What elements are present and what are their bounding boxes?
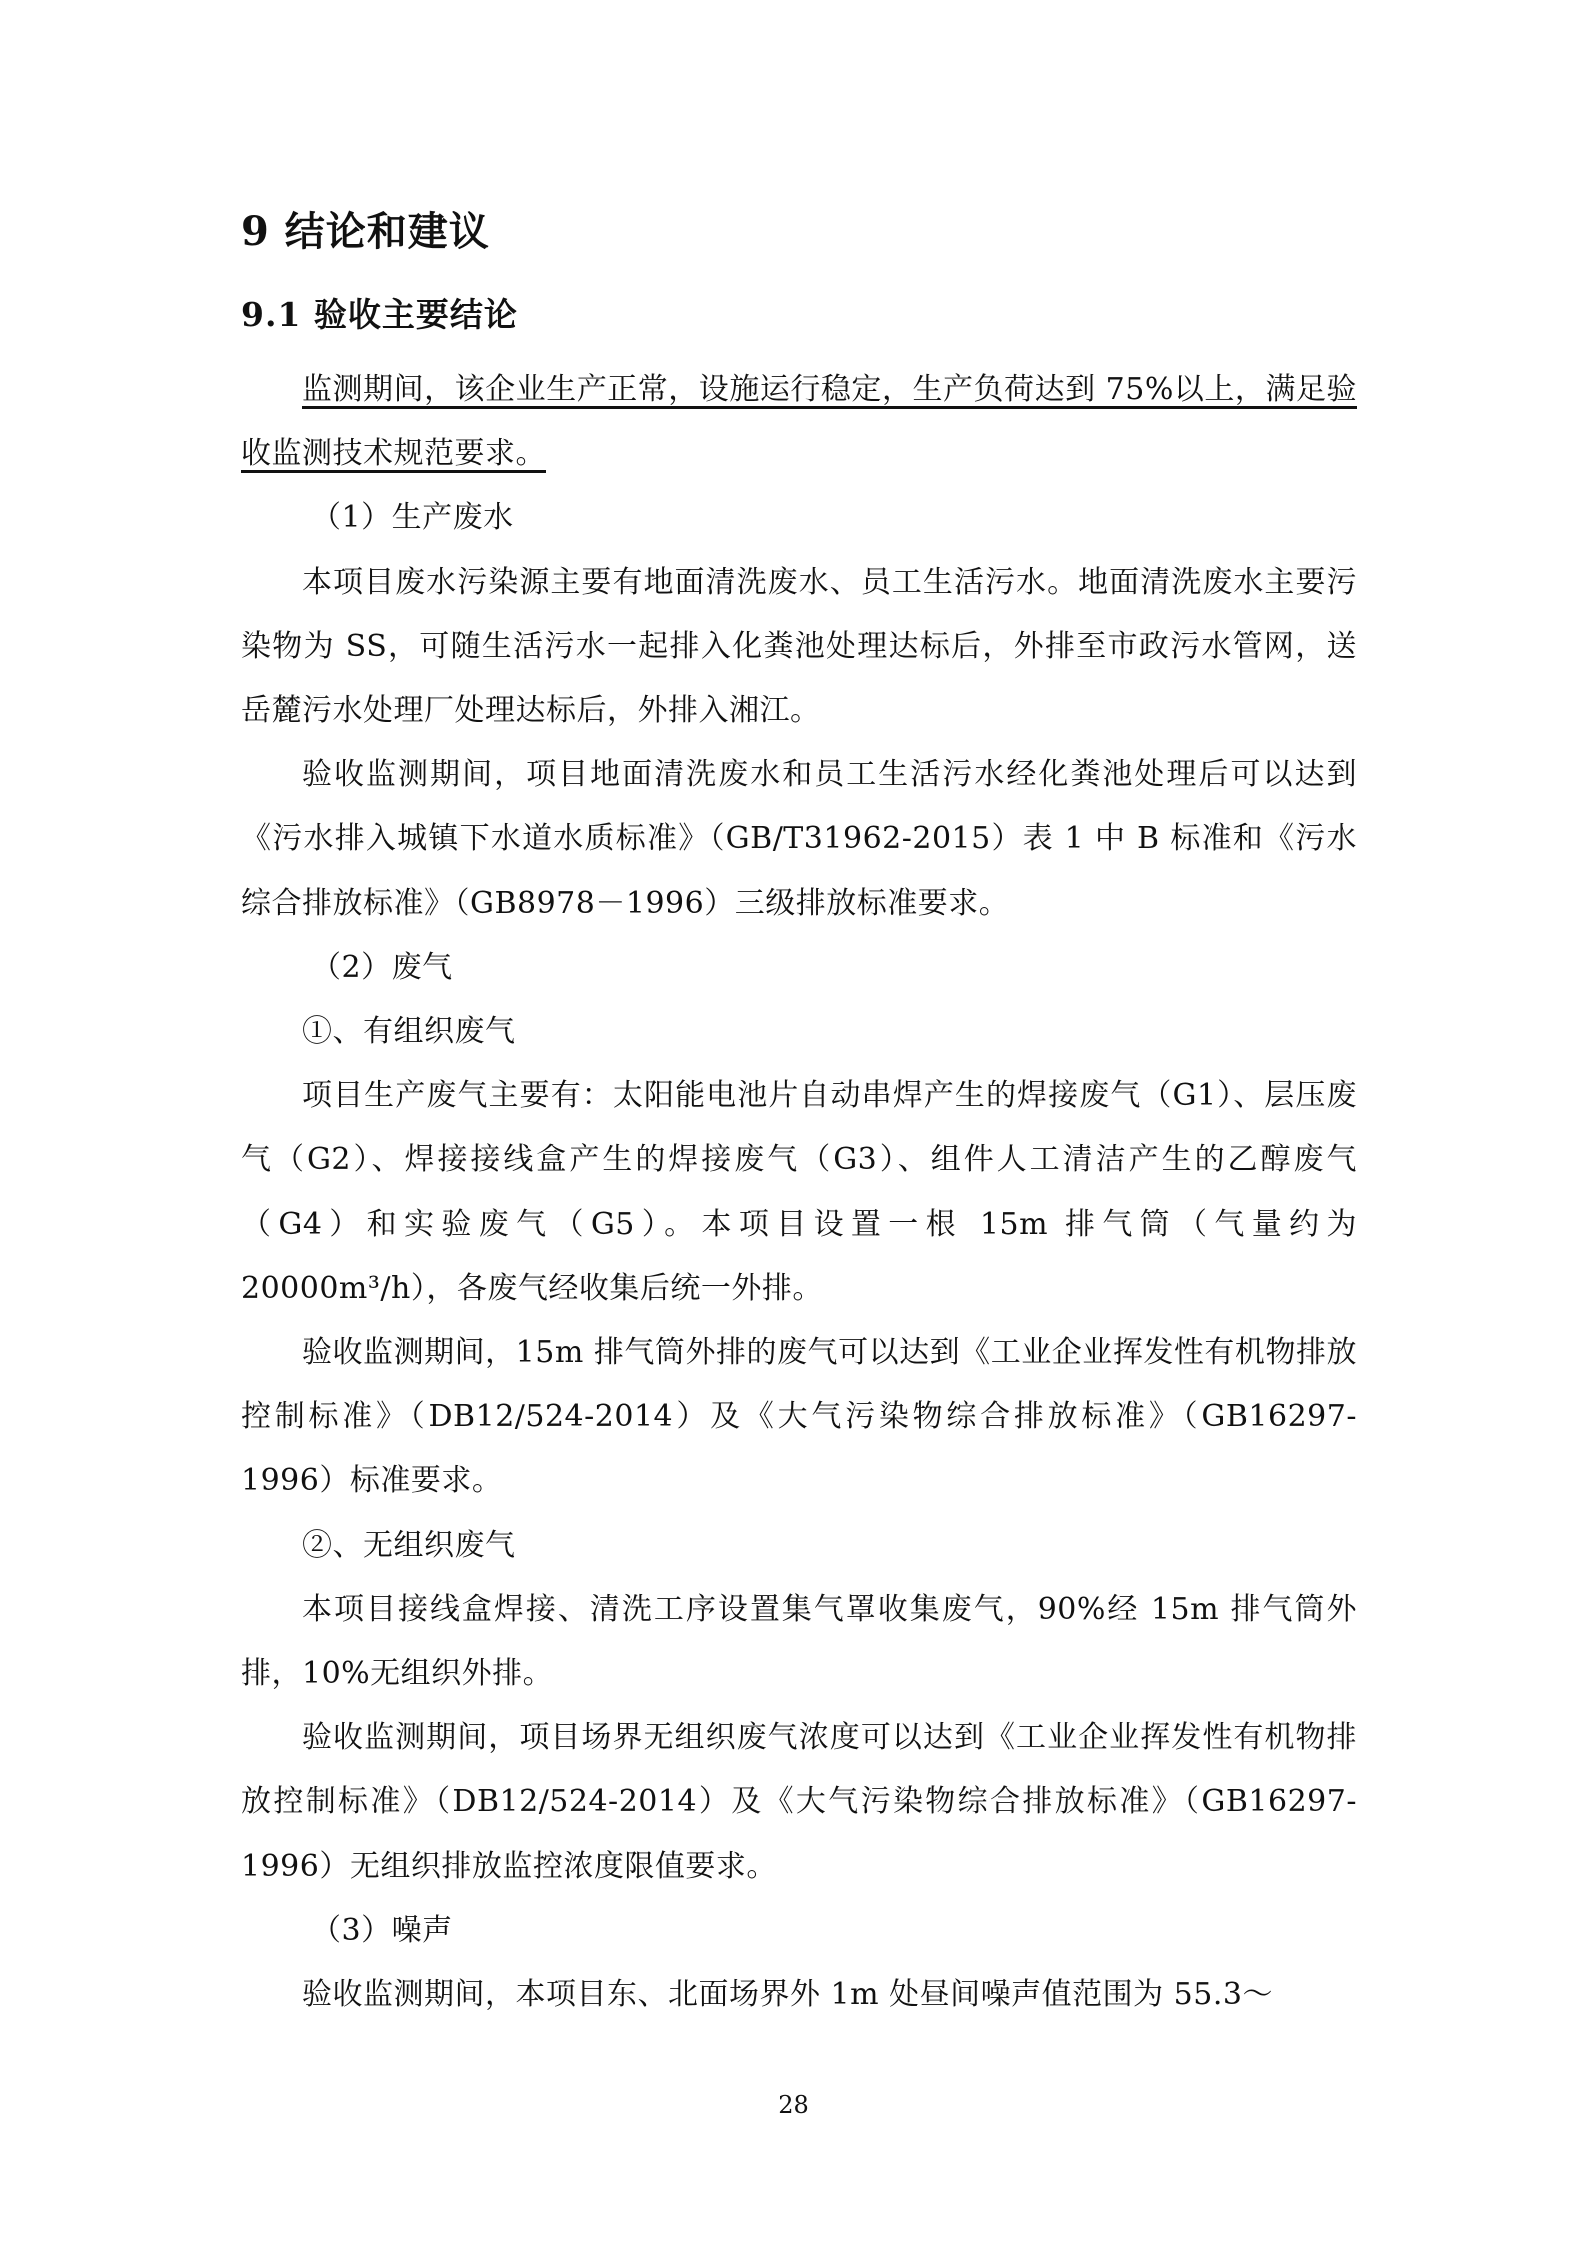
organized-exhaust-subheading: ①、有组织废气	[302, 1014, 516, 1050]
wastewater-source-paragraph: 本项目废水污染源主要有地面清洗废水、员工生活污水。地面清洗废水主要污染物为 SS，可随生活污水一起排入化粪池处理达标后，外排至市政污水管网，送岳麓污水处理厂处理达标后，外排入湘江。	[241, 564, 1357, 729]
section-heading: 9.1 验收主要结论	[241, 295, 518, 334]
fugitive-exhaust-subheading: ②、无组织废气	[302, 1527, 516, 1563]
exhaust-gas-subheading: （2）废气	[311, 949, 453, 985]
wastewater-result-paragraph: 验收监测期间，项目地面清洗废水和员工生活污水经化粪池处理后可以达到《污水排入城镇下水道水质标准》（GB/T31962-2015）表 1 中 B 标准和《污水综合排放标准》（GB8978－1996）三级排放标准要求。	[241, 757, 1357, 921]
fugitive-exhaust-result-paragraph: 验收监测期间，项目场界无组织废气浓度可以达到《工业企业挥发性有机物排放控制标准》（DB12/524-2014）及《大气污染物综合排放标准》（GB16297-1996）无组织排放监控浓度限值要求。	[241, 1720, 1357, 1884]
chapter-heading: 9 结论和建议	[241, 208, 490, 255]
document-body	[241, 200, 1357, 2027]
organized-exhaust-result-paragraph: 验收监测期间，15m 排气筒外排的废气可以达到《工业企业挥发性有机物排放控制标准》（DB12/524-2014）及《大气污染物综合排放标准》（GB16297-1996）标准要求。	[241, 1335, 1357, 1499]
wastewater-subheading: （1）生产废水	[311, 500, 514, 536]
page-number: 28	[778, 2091, 809, 2119]
conclusion-summary-paragraph: 监测期间，该企业生产正常，设施运行稳定，生产负荷达到 75%以上，满足验收监测技术规范要求。	[241, 372, 1357, 472]
fugitive-exhaust-source-paragraph: 本项目接线盒焊接、清洗工序设置集气罩收集废气，90%经 15m 排气筒外排，10%无组织外排。	[241, 1591, 1357, 1692]
noise-subheading: （3）噪声	[311, 1912, 453, 1948]
exhaust-source-paragraph: 项目生产废气主要有：太阳能电池片自动串焊产生的焊接废气（G1）、层压废气（G2）、焊接接线盒产生的焊接废气（G3）、组件人工清洁产生的乙醇废气（G4）和实验废气（G5）。本项目设置一根 15m 排气筒（气量约为 20000m³/h），各废气经收集后统一外排。	[241, 1078, 1357, 1306]
noise-result-paragraph: 验收监测期间，本项目东、北面场界外 1m 处昼间噪声值范围为 55.3～	[302, 1977, 1273, 2013]
